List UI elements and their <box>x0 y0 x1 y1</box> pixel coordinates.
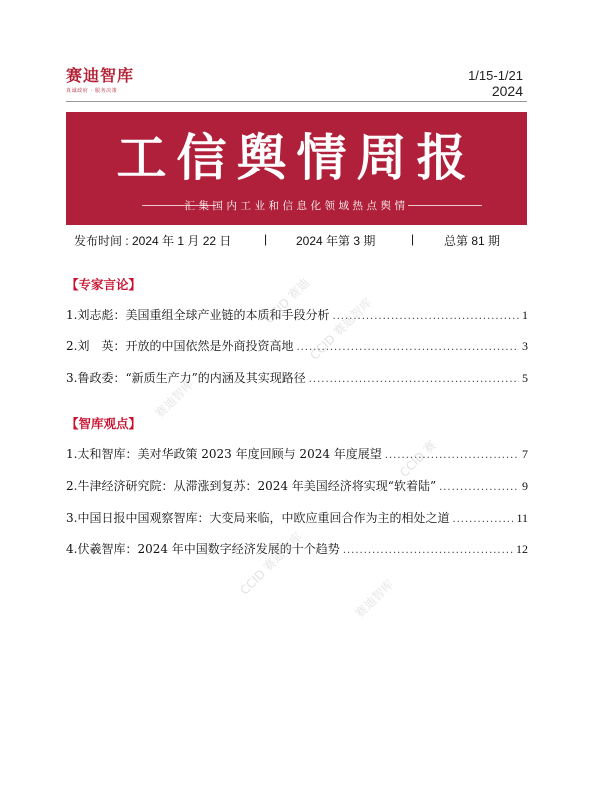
toc-leader <box>309 374 519 385</box>
watermark: 赛迪智库 <box>152 376 197 421</box>
header-divider <box>66 101 527 102</box>
meta-separator: | <box>411 232 415 246</box>
watermark: CCID 赛迪智库 <box>237 530 305 598</box>
section-heading: 【专家言论】 <box>66 277 142 292</box>
toc-entry[interactable] <box>66 337 528 355</box>
toc-entry-title: 1.太和智库：美对华政策 2023 年度回顾与 2024 年度展望 <box>66 447 382 461</box>
toc-entry-title: 4.伏羲智库：2024 年中国数字经济发展的十个趋势 <box>66 542 340 556</box>
watermark: CCID 赛 <box>397 437 440 480</box>
banner-title: 工信舆情周报 <box>116 128 477 187</box>
period-range: 1/15-1/21 <box>468 68 523 83</box>
toc-entry-title: 3.中国日报中国观察智库：大变局来临，中欧应重回合作为主的相处之道 <box>66 511 450 525</box>
toc-leader <box>439 482 519 493</box>
toc-entry[interactable] <box>66 509 528 527</box>
toc-entry-page: 9 <box>522 479 528 493</box>
toc-entry[interactable] <box>66 369 528 387</box>
brand-name: 赛迪智库 <box>66 66 135 85</box>
toc-entry-page: 3 <box>522 339 528 353</box>
watermark: 赛迪智库 <box>352 576 397 621</box>
issue-number: 2024 年第 3 期 <box>296 234 376 248</box>
toc-entry-page: 7 <box>522 447 528 461</box>
brand-logo <box>66 67 156 94</box>
toc-entry-title: 3.鲁政委：“新质生产力”的内涵及其实现路径 <box>66 371 306 385</box>
toc-entry-page: 1 <box>522 308 528 322</box>
publish-date: 发布时间 : 2024 年 1 月 22 日 <box>74 234 232 248</box>
total-issue: 总第 81 期 <box>444 234 501 248</box>
toc-entry[interactable] <box>66 477 528 495</box>
section-heading: 【智库观点】 <box>66 416 142 431</box>
banner-subtitle: 汇集国内工业和信息化领域热点舆情 <box>184 200 409 212</box>
toc-entry-page: 5 <box>522 371 528 385</box>
period-year: 2024 <box>491 83 523 99</box>
toc-entry[interactable] <box>66 306 528 324</box>
toc-entry-title: 2.刘 英：开放的中国依然是外商投资高地 <box>66 339 294 353</box>
toc-entry-page: 12 <box>516 542 528 556</box>
issue-period <box>468 68 523 99</box>
watermark: CCID 赛迪 <box>261 275 313 327</box>
toc-leader <box>452 514 513 525</box>
toc-entry-title: 1.刘志彪：美国重组全球产业链的本质和手段分析 <box>66 308 330 322</box>
watermark: CCID 赛迪智库 <box>307 295 375 363</box>
brand-slogan: 真诚政府 · 服务决策 <box>66 88 118 94</box>
toc-leader <box>343 545 513 556</box>
toc-entry-title: 2.牛津经济研究院：从滞涨到复苏：2024 年美国经济将实现“软着陆” <box>66 479 437 493</box>
toc-entry[interactable] <box>66 445 528 463</box>
meta-separator: | <box>264 232 268 246</box>
toc-entry-page: 11 <box>516 511 528 525</box>
title-banner <box>66 112 527 225</box>
